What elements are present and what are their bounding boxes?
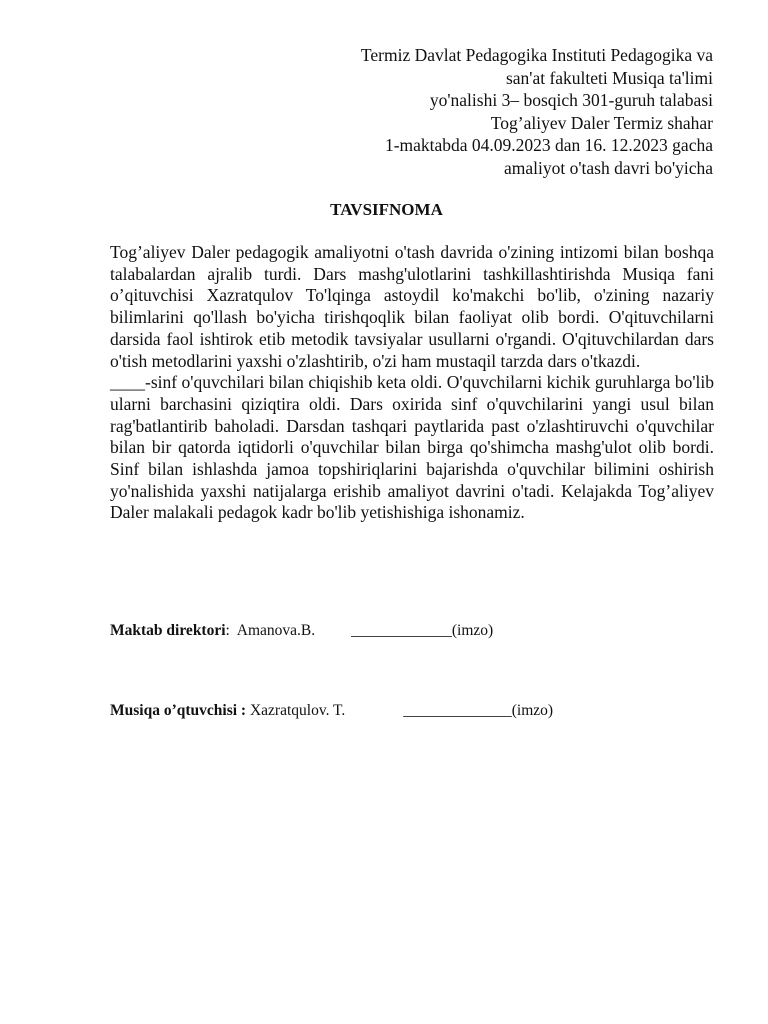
header-line-5: 1-maktabda 04.09.2023 dan 16. 12.2023 gacha	[384, 135, 713, 156]
teacher-name: Xazratqulov. T.	[249, 702, 346, 719]
director-role-label: Maktab direktori	[110, 622, 226, 639]
teacher-signature-row	[110, 702, 553, 720]
director-signature-line: _____________	[351, 622, 452, 639]
teacher-signature-note: (imzo)	[511, 702, 554, 719]
header-line-2: san'at fakulteti Musiqa ta'limi	[505, 67, 713, 88]
document-header	[233, 44, 713, 180]
header-line-6: amaliyot o'tash davri bo'yicha	[504, 157, 713, 178]
header-line-3: yo'nalishi 3– bosqich 301-guruh talabasi	[429, 90, 713, 111]
document-body	[110, 242, 714, 524]
director-role-separator: :	[225, 622, 230, 639]
header-line-4: Tog’aliyev Daler Termiz shahar	[490, 112, 713, 133]
teacher-signature-line: ______________	[403, 702, 512, 719]
header-line-1: Termiz Davlat Pedagogika Instituti Pedagogika va	[360, 45, 713, 65]
body-paragraph-1: Tog’aliyev Daler pedagogik amaliyotni o'tash davrida o'zining intizomi bilan boshqa talabalardan ajralib turdi. Dars mashg'ulotlarini tashkillashtirishda Musiqa fani o’qituvchisi Xazratqulov To'lqinga astoydil ko'makchi bo'lib, o'zining nazariy bilimlarini qo'llash bo'yicha tirishqoqlik bilan faoliyat olib bordi. O'qituvchilarni darsida faol ishtirok etib metodik tavsiyalar usullarni o'rgandi. O'qituvchilardan dars o'tish metodlarini yaxshi o'zlashtirib, o'zi ham mustaqil tarzda dars o'tkazdi.	[110, 242, 714, 371]
teacher-role-label: Musiqa o’qtuvchisi :	[110, 702, 247, 719]
director-signature-row	[110, 622, 493, 640]
director-name: Amanova.B.	[236, 622, 316, 639]
body-paragraph-2: ____-sinf o'quvchilari bilan chiqishib keta oldi. O'quvchilarni kichik guruhlarga bo'lib ularni barchasini qiziqtira oldi. Dars oxirida sinf o'quvchilarini yangi usul bilan rag'batlantirib baholadi. Darsdan tashqari paytlarida past o'zlashtiruvchi o'quvchilar bilan bir qatorda iqtidorli o'quvchilar bilan birga qo'shimcha mashg'ulot olib bordi. Sinf bilan ishlashda jamoa topshiriqlarini bajarishda o'quvchilar bilimini oshirish yo'nalishida yaxshi natijalarga erishib amaliyot davrini o'tadi. Kelajakda Tog’aliyev Daler malakali pedagok kadr bo'lib yetishishiga ishonamiz.	[110, 372, 714, 523]
document-title: TAVSIFNOMA	[330, 200, 443, 219]
director-signature-note: (imzo)	[451, 622, 494, 639]
